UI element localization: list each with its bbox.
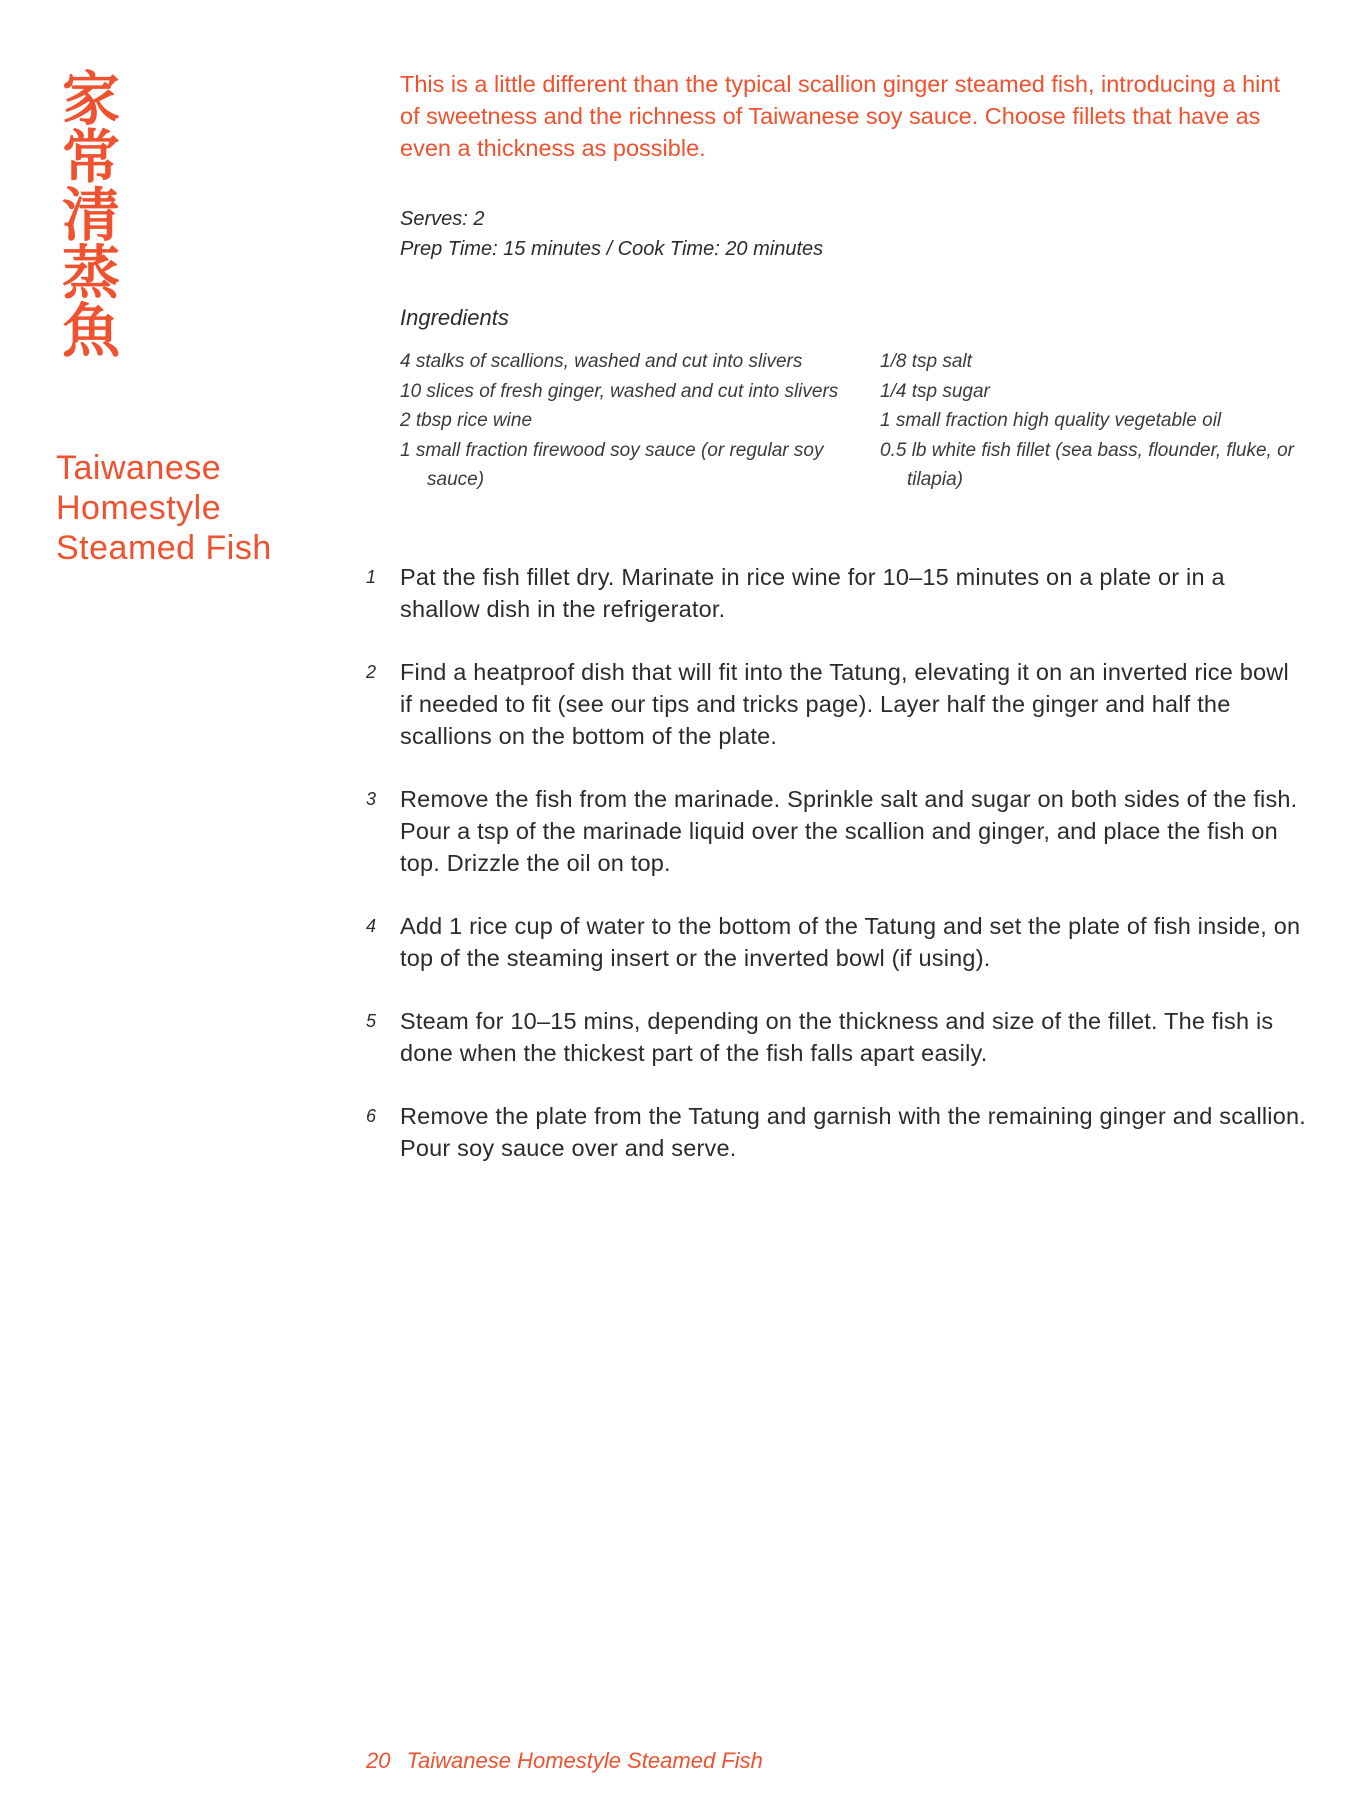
ingredient-item: 10 slices of fresh ginger, washed and cut into slivers [400,380,839,402]
english-title-line: Steamed Fish [56,529,272,567]
step-item [366,561,1306,625]
ingredient-item: 1 small fraction firewood soy sauce (or regular soy sauce) [400,439,824,490]
footer-title: Taiwanese Homestyle Steamed Fish [406,1748,763,1773]
step-number: 3 [366,789,377,809]
step-item [366,1100,1306,1164]
step-text: Steam for 10–15 mins, depending on the thickness and size of the fillet. The fish is done when the thickest part of the fish falls apart easily. [400,1008,1274,1066]
ingredients-list-right [880,347,1300,495]
ingredients-heading: Ingredients [400,305,509,330]
recipe-meta [400,204,1280,264]
step-text: Add 1 rice cup of water to the bottom of the Tatung and set the plate of fish inside, on top of the steaming insert or the inverted bowl (if using). [400,913,1301,971]
ingredient-item: 0.5 lb white fish fillet (sea bass, flounder, fluke, or tilapia) [880,439,1294,490]
step-number: 4 [366,916,377,936]
page-footer [366,1748,763,1774]
ingredient-item: 1/8 tsp salt [880,351,972,372]
step-number: 2 [366,662,377,682]
ingredient-item: 4 stalks of scallions, washed and cut into slivers [400,351,803,372]
english-title-line: Taiwanese [56,449,222,487]
step-item [366,783,1306,879]
steps-list [366,561,1306,1164]
serves-text: Serves: 2 [400,208,485,230]
step-item [366,656,1306,752]
step-text: Remove the plate from the Tatung and garnish with the remaining ginger and scallion. Pour soy sauce over and serve. [400,1103,1306,1161]
ingredient-item: 1/4 tsp sugar [880,380,990,402]
ingredients-list-left [400,347,870,495]
step-number: 6 [366,1106,377,1126]
chinese-title: 家常清蒸魚 [52,68,120,358]
intro-paragraph: This is a little different than the typical scallion ginger steamed fish, introducing a hint of sweetness and the richness of Taiwanese soy sauce. Choose fillets that have as even a thickness as possible. [400,71,1280,161]
ingredient-item: 1 small fraction high quality vegetable oil [880,410,1222,431]
step-number: 5 [366,1011,377,1031]
step-text: Find a heatproof dish that will fit into the Tatung, elevating it on an inverted rice bowl if needed to fit (see our tips and tricks page). Layer half the ginger and half the scallions on the bottom of the plate. [400,659,1289,749]
english-title-line: Homestyle [56,489,222,527]
step-number: 1 [366,567,377,587]
step-text: Remove the fish from the marinade. Sprinkle salt and sugar on both sides of the fish. Pour a tsp of the marinade liquid over the scallion and ginger, and place the fish on top. Drizzle the oil on top. [400,786,1298,876]
step-text: Pat the fish fillet dry. Marinate in rice wine for 10–15 minutes on a plate or in a shallow dish in the refrigerator. [400,564,1225,622]
time-text: Prep Time: 15 minutes / Cook Time: 20 minutes [400,238,824,260]
step-item [366,910,1306,974]
step-item [366,1005,1306,1069]
english-title [56,448,356,568]
page-number: 20 [366,1748,391,1773]
ingredient-item: 2 tbsp rice wine [400,410,533,431]
